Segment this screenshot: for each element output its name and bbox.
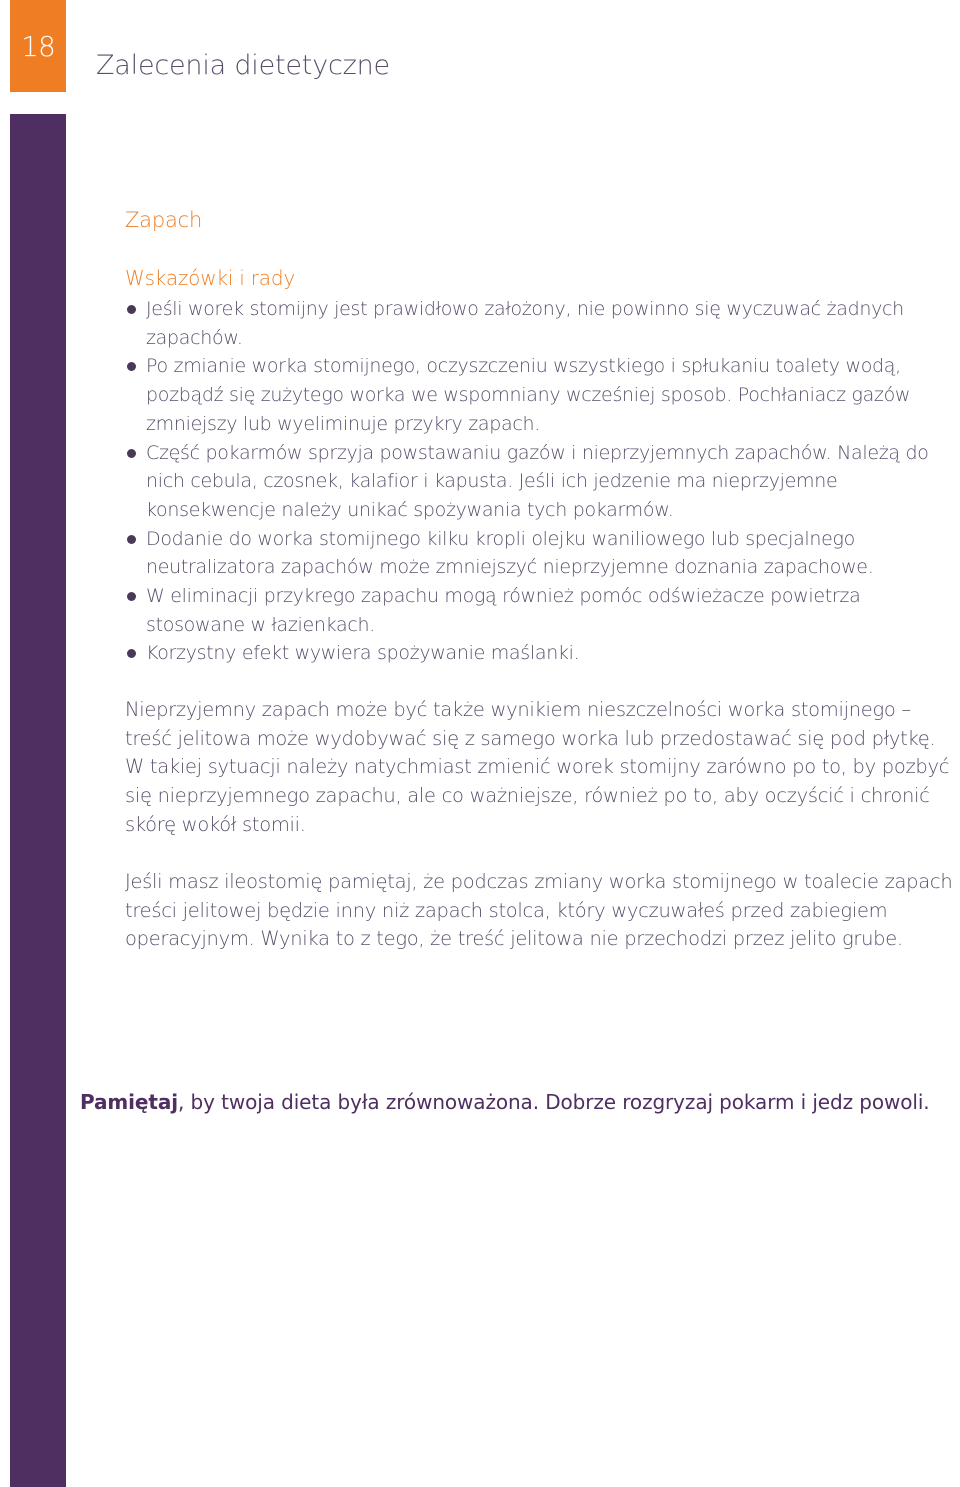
page-title: Zalecenia dietetyczne xyxy=(96,50,390,81)
list-item xyxy=(125,352,960,438)
list-item xyxy=(125,525,960,582)
list-item-text: Jeśli worek stomijny jest prawidłowo założony, nie powinno się wyczuwać żadnych zapachów. xyxy=(146,298,904,349)
bullet-icon xyxy=(127,449,136,458)
bullet-icon xyxy=(127,362,136,371)
list-item xyxy=(125,639,960,668)
lightbulb-icon xyxy=(18,1066,60,1140)
tips-heading: Wskazówki i rady xyxy=(125,266,295,290)
list-item xyxy=(125,295,960,352)
reminder-text xyxy=(80,1090,930,1114)
paragraph-ileostomy: Jeśli masz ileostomię pamiętaj, że podczas zmiany worka stomijnego w toalecie zapach treści jelitowej będzie inny niż zapach stolca, który wyczuwałeś przed zabiegiem operacyjnym. Wynika to z tego, że treść jelitowa nie przechodzi przez jelito grube. xyxy=(125,870,953,951)
page-number-badge xyxy=(10,0,66,92)
list-item-text: Korzystny efekt wywiera spożywanie maślanki. xyxy=(146,642,580,665)
bullet-icon xyxy=(127,535,136,544)
list-item-text: Część pokarmów sprzyja powstawaniu gazów i nieprzyjemnych zapachów. Należą do nich cebula, czosnek, kalafior i kapusta. Jeśli ich jedzenie ma nieprzyjemne konsekwencje należy unikać spożywania tych pokarmów. xyxy=(146,441,929,521)
list-item xyxy=(125,439,960,525)
bullet-icon xyxy=(127,592,136,601)
list-item-text: Dodanie do worka stomijnego kilku kropli olejku waniliowego lub specjalnego neutralizatora zapachów może zmniejszyć nieprzyjemne doznania zapachowe. xyxy=(146,527,874,579)
tips-list xyxy=(125,295,960,668)
section-title: Zapach xyxy=(125,208,203,232)
reminder-label: Pamiętaj xyxy=(80,1090,178,1114)
paragraph-leak-odor: Nieprzyjemny zapach może być także wynikiem nieszczelności worka stomijnego – treść jelitowa może wydobywać się z samego worka lub przedostawać się pod płytkę. W takiej sytuacji należy natychmiast zmienić worek stomijny zarówno po to, by pozbyć się nieprzyjemnego zapachu, ale co ważniejsze, również po to, aby oczyścić i chronić skórę wokół stomii. xyxy=(125,698,950,836)
list-item xyxy=(125,582,960,639)
bullet-icon xyxy=(127,649,136,658)
page-number: 18 xyxy=(21,29,55,63)
list-item-text: Po zmianie worka stomijnego, oczyszczeniu wszystkiego i spłukaniu toalety wodą, pozbądź się zużytego worka we wspomniany wcześniej sposob. Pochłaniacz gazów zmniejszy lub wyeliminuje przykry zapach. xyxy=(146,355,911,435)
list-item-text: W eliminacji przykrego zapachu mogą również pomóc odświeżacze powietrza stosowane w łazienkach. xyxy=(146,585,861,636)
reminder-body: , by twoja dieta była zrównoważona. Dobrze rozgryzaj pokarm i jedz powoli. xyxy=(178,1090,930,1114)
bullet-icon xyxy=(127,305,136,314)
reminder-box xyxy=(18,1066,958,1146)
sidebar-stripe xyxy=(10,114,66,1487)
